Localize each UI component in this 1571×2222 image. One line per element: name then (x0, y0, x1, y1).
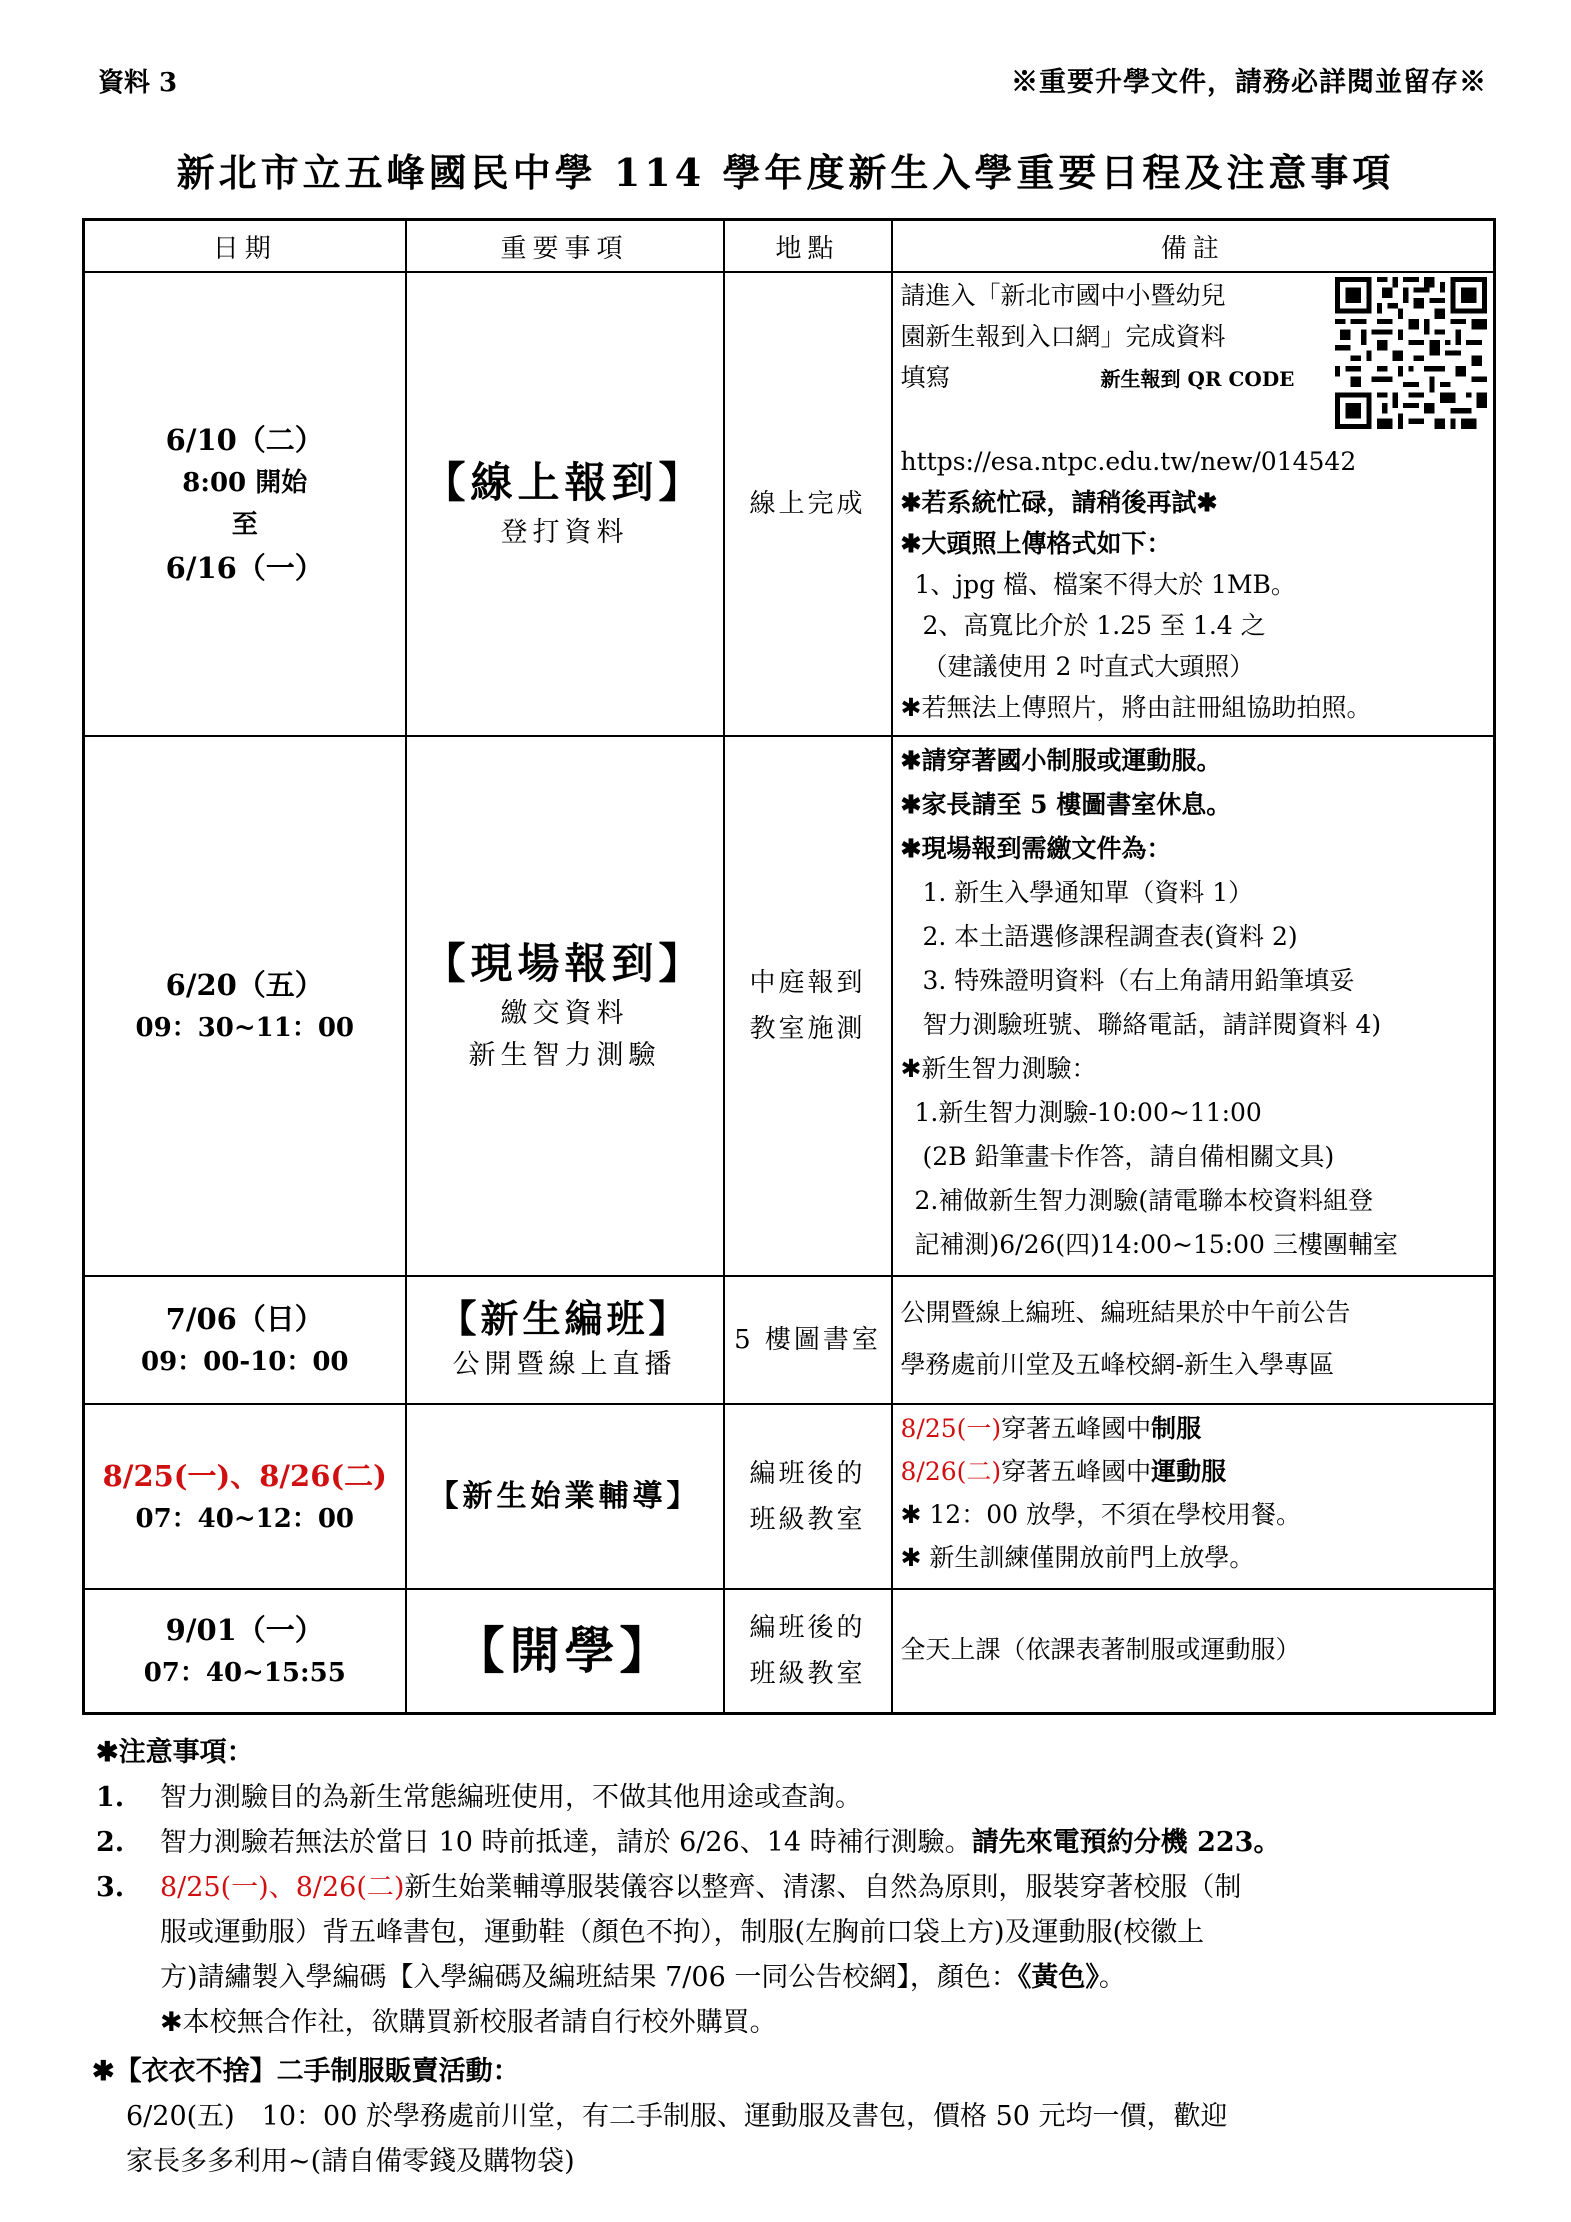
place-text: 編班後的 (749, 1458, 866, 1489)
note-line: 公開暨線上編班、編班結果於中午前公告 (900, 1298, 1351, 1327)
note-line: 1.新生智力測驗-10:00~11:00 (914, 1098, 1262, 1127)
date-text: 09：00-10：00 (140, 1347, 349, 1377)
date-text: 09：30~11：00 (135, 1013, 354, 1043)
note-line: ✱家長請至 5 樓圖書室休息。 (900, 790, 1232, 819)
row3-item (406, 1276, 724, 1404)
date-text: 6/16（一） (165, 551, 324, 585)
row4-date (84, 1404, 406, 1589)
item-title: 【現場報到】 (423, 939, 706, 988)
notes-section (92, 1730, 1496, 2184)
table-header-row (84, 220, 1495, 273)
item-title: 【線上報到】 (423, 458, 706, 507)
notes-heading: ✱注意事項： (96, 1737, 254, 1768)
table-row (84, 1404, 1495, 1589)
row5-item (406, 1589, 724, 1713)
note-text: 穿著五峰國中 (1001, 1457, 1152, 1486)
row5-date (84, 1589, 406, 1713)
date-text: 至 (231, 510, 258, 540)
note-line: (2B 鉛筆畫卡作答，請自備相關文具) (922, 1142, 1335, 1171)
qr-code-icon[interactable] (1335, 277, 1487, 429)
note-line: 2、高寬比介於 1.25 至 1.4 之 (922, 611, 1266, 640)
list-item-continued: 方)請繡製入學編碼【入學編碼及編班結果 7/06 一同公告校網】，顏色： (160, 1962, 1018, 1993)
doc-label: 資料 3 (98, 68, 178, 98)
row4-item (406, 1404, 724, 1589)
item-title: 【開學】 (454, 1620, 675, 1680)
note-line: ✱請穿著國小制服或運動服。 (900, 746, 1222, 775)
note-line: 智力測驗班號、聯絡電話，請詳閱資料 4) (922, 1010, 1382, 1039)
date-text: 6/10（二） (165, 423, 324, 457)
note-line: 記補測)6/26(四)14:00~15:00 三樓團輔室 (914, 1230, 1398, 1259)
row3-place (724, 1276, 892, 1404)
place-text: 線上完成 (749, 489, 866, 519)
note-line: 園新生報到入口網」完成資料 (900, 322, 1226, 351)
row2-note (892, 736, 1495, 1276)
row1-item (406, 272, 724, 736)
note-line: ✱若無法上傳照片，將由註冊組協助拍照。 (900, 693, 1372, 722)
date-text: 07：40~15:55 (143, 1657, 346, 1688)
list-item-date: 8/25(一)、8/26(二) (160, 1872, 405, 1903)
item-title: 【新生編班】 (438, 1296, 691, 1341)
row5-place (724, 1589, 892, 1713)
note-emphasis: 制服 (1151, 1414, 1202, 1443)
list-item: 智力測驗若無法於當日 10 時前抵達，請於 6/26、14 時補行測驗。 (160, 1827, 972, 1858)
row4-place (724, 1404, 892, 1589)
note-line: ✱新生智力測驗： (900, 1054, 1097, 1083)
list-item-end: 。 (1098, 1962, 1126, 1993)
list-number: 2. (96, 1827, 125, 1858)
note-line: ✱若系統忙碌，請稍後再試✱ (900, 488, 1218, 517)
item-subtitle: 登打資料 (500, 517, 629, 548)
color-emphasis: 《黃色》 (1017, 1962, 1099, 1993)
note-line: ✱ 12：00 放學，不須在學校用餐。 (900, 1500, 1301, 1529)
important-notice: ※重要升學文件，請務必詳閱並留存※ (1011, 67, 1487, 98)
note-line: 2. 本土語選修課程調查表(資料 2) (922, 922, 1298, 951)
date-text: 6/20（五） (165, 968, 324, 1002)
row3-date (84, 1276, 406, 1404)
row2-place (724, 736, 892, 1276)
header-date: 日期 (84, 220, 406, 273)
row1-date (84, 272, 406, 736)
header-note: 備註 (892, 220, 1495, 273)
table-row (84, 736, 1495, 1276)
place-text: 編班後的 (749, 1612, 866, 1643)
second-hand-text: 6/20(五) 10：00 於學務處前川堂，有二手制服、運動服及書包，價格 50 元均一價，歡迎 (126, 2101, 1228, 2132)
note-line: 學務處前川堂及五峰校網-新生入學專區 (900, 1350, 1334, 1379)
table-row (84, 1589, 1495, 1713)
row2-item (406, 736, 724, 1276)
note-line: 1、jpg 檔、檔案不得大於 1MB。 (914, 570, 1296, 599)
note-line: 全天上課（依課表著制服或運動服） (900, 1635, 1301, 1665)
item-title: 【新生始業輔導】 (428, 1478, 701, 1514)
note-line: 1. 新生入學通知單（資料 1） (922, 878, 1254, 907)
row5-note (892, 1589, 1495, 1713)
schedule-table (82, 218, 1496, 1715)
note-line: ✱現場報到需繳文件為： (900, 834, 1172, 863)
date-text: 7/06（日） (165, 1302, 324, 1336)
note-date: 8/26(二) (900, 1457, 1002, 1486)
note-date: 8/25(一) (900, 1414, 1002, 1443)
row1-note (892, 272, 1495, 736)
note-line: ✱大頭照上傳格式如下： (900, 529, 1172, 558)
row1-place (724, 272, 892, 736)
header-place: 地點 (724, 220, 892, 273)
note-line: 2.補做新生智力測驗(請電聯本校資料組登 (914, 1186, 1374, 1215)
item-subtitle: 新生智力測驗 (468, 1040, 661, 1071)
note-line: 3. 特殊證明資料（右上角請用鉛筆填妥 (922, 966, 1355, 995)
qr-label: 新生報到 QR CODE (1100, 367, 1295, 391)
date-text: 9/01（一） (165, 1612, 324, 1647)
list-item: 新生始業輔導服裝儀容以整齊、清潔、自然為原則，服裝穿著校服（制 (404, 1872, 1242, 1903)
second-hand-text: 家長多多利用~(請自備零錢及購物袋) (126, 2146, 575, 2177)
table-row (84, 1276, 1495, 1404)
date-text: 07：40~12：00 (135, 1503, 354, 1534)
page-title: 新北市立五峰國民中學 114 學年度新生入學重要日程及注意事項 (176, 150, 1395, 195)
note-line: ✱ 新生訓練僅開放前門上放學。 (900, 1543, 1255, 1572)
note-line: 填寫 (900, 363, 951, 392)
table-row (84, 272, 1495, 736)
item-subtitle: 公開暨線上直播 (452, 1349, 677, 1380)
note-text: 穿著五峰國中 (1001, 1414, 1152, 1443)
row3-note (892, 1276, 1495, 1404)
list-number: 3. (96, 1872, 125, 1903)
list-item-emphasis: 請先來電預約分機 223。 (971, 1827, 1281, 1858)
note-line: 請進入「新北市國中小暨幼兒 (900, 281, 1226, 310)
note-line: （建議使用 2 吋直式大頭照） (922, 652, 1255, 681)
registration-url-link[interactable]: https://esa.ntpc.edu.tw/new/014542 (900, 447, 1357, 476)
date-text: 8/25(一)、8/26(二) (102, 1458, 387, 1493)
place-text: 5 樓圖書室 (734, 1325, 881, 1355)
place-text: 班級教室 (749, 1658, 866, 1689)
list-item-continued: 服或運動服）背五峰書包，運動鞋（顏色不拘），制服(左胸前口袋上方)及運動服(校徽上 (160, 1917, 1205, 1948)
header-item: 重要事項 (406, 220, 724, 273)
row4-note (892, 1404, 1495, 1589)
place-text: 中庭報到 (749, 968, 866, 998)
note-emphasis: 運動服 (1151, 1457, 1227, 1486)
item-subtitle: 繳交資料 (500, 998, 629, 1029)
list-item: 智力測驗目的為新生常態編班使用，不做其他用途或查詢。 (160, 1782, 862, 1813)
place-text: 班級教室 (749, 1504, 866, 1535)
row2-date (84, 736, 406, 1276)
second-hand-heading: ✱【衣衣不捨】二手制服販賣活動： (92, 2056, 520, 2087)
date-text: 8:00 開始 (182, 468, 308, 498)
list-item-continued: ✱本校無合作社，欲購買新校服者請自行校外購買。 (160, 2007, 777, 2038)
list-number: 1. (96, 1782, 125, 1813)
place-text: 教室施測 (749, 1014, 866, 1044)
